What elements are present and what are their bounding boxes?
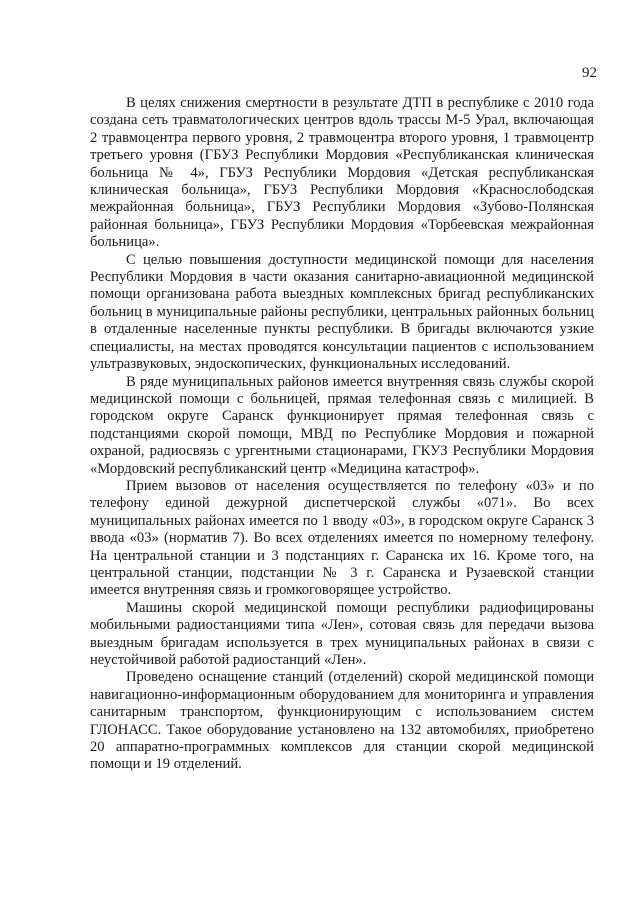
paragraph-internal-communication: В ряде муниципальных районов имеется внутренняя связь службы скорой медицинской помощи с больницей, прямая телефонная связь с милицией. В городском округе Саранск функционирует прямая телефонная связь с подстанциями скорой помощи, МВД по Республике Мордовия и пожарной охраной, радиосвязь с ургентными стационарами, ГКУЗ Республики Мордовия «Мордовский республиканский центр «Медицина катастроф». — [90, 373, 594, 477]
paragraph-call-reception: Прием вызовов от населения осуществляется по телефону «03» и по телефону единой дежурной диспетчерской службы «071». Во всех муниципальных районах имеется по 1 вводу «03», в городском округе Саранск 3 ввода «03» (норматив 7). Во всех отделениях имеется по номерному телефону. На центральной станции и 3 подстанциях г. Саранска их 16. Кроме того, на центральной станции, подстанции № 3 г. Саранска и Рузаевской станции имеется внутренняя связь и громкоговорящее устройство. — [90, 477, 594, 599]
document-body — [90, 95, 594, 774]
paragraph-trauma-centers: В целях снижения смертности в результате ДТП в республике с 2010 года создана сеть травматологических центров вдоль трассы М-5 Урал, включающая 2 травмоцентра первого уровня, 2 травмоцентра второго уровня, 1 травмоцентр третьего уровня (ГБУЗ Республики Мордовия «Республиканская клиническая больница № 4», ГБУЗ Республики Мордовия «Детская республиканская клиническая больница», ГБУЗ Республики Мордовия «Краснослободская межрайонная больница», ГБУЗ Республики Мордовия «Зубово-Полянская районная больница», ГБУЗ Республики Мордовия «Торбеевская межрайонная больница». — [90, 95, 594, 251]
paragraph-glonass-equipment: Проведено оснащение станций (отделений) скорой медицинской помощи навигационно-информационным оборудованием для мониторинга и управления санитарным транспортом, функционирующим с использованием систем ГЛОНАСС. Такое оборудование установлено на 132 автомобилях, приобретено 20 аппаратно-программных комплексов для станции скорой медицинской помощи и 19 отделений. — [90, 669, 594, 773]
paragraph-mobile-teams: С целью повышения доступности медицинской помощи для населения Республики Мордовия в части оказания санитарно-авиационной медицинской помощи организована работа выездных комплексных бригад республиканских больниц в муниципальные районы республики, центральных районных больниц в отдаленные населенные пункты республики. В бригады включаются узкие специалисты, на местах проводятся консультации пациентов с использованием ультразвуковых, эндоскопических, функциональных исследований. — [90, 251, 594, 373]
paragraph-radio-equipment: Машины скорой медицинской помощи республики радиофицированы мобильными радиостанциями типа «Лен», сотовая связь для передачи вызова выездным бригадам используется в трех муниципальных районах в связи с неустойчивой работой радиостанций «Лен». — [90, 599, 594, 668]
page-number: 92 — [582, 65, 597, 81]
